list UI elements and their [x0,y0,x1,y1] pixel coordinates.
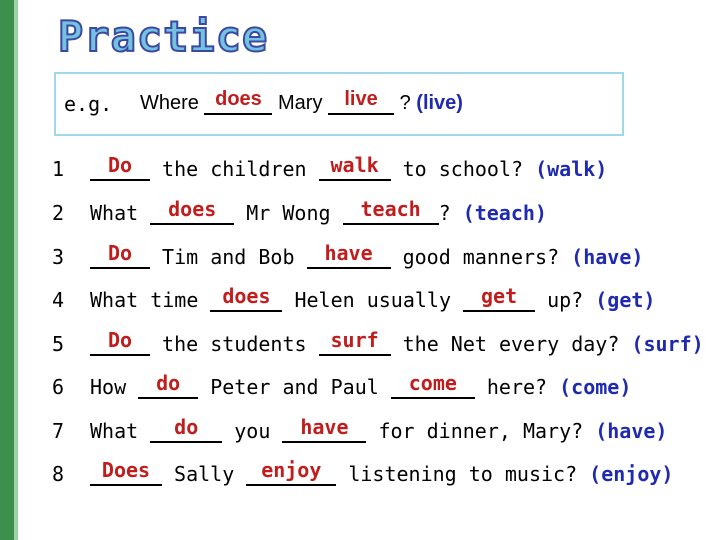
answer-blank [210,284,282,312]
exercise-row [52,241,644,269]
answer-blank [90,153,150,181]
item-hint: (come) [559,375,632,399]
item-number: 2 [52,201,65,225]
exercise-row [52,153,608,181]
example-answer-1: does [215,88,262,110]
answer-text: have [300,415,349,439]
answer-text: come [408,371,457,395]
answer-text: does [168,197,217,221]
item-text: good manners? [390,245,572,269]
answer-blank [343,197,439,225]
item-text: the students [150,332,319,356]
answer-text: does [222,284,271,308]
answer-text: enjoy [261,458,322,482]
example-hint: (live) [416,92,463,114]
exercise-row [52,415,668,443]
example-blank-1 [204,88,272,115]
answer-text: walk [330,153,379,177]
exercise-row [52,328,704,356]
answer-blank [391,371,475,399]
item-text: the Net every day? [390,332,632,356]
example-label: e.g. [64,92,113,116]
item-text: up? [535,288,596,312]
answer-text: get [480,284,518,308]
exercise-row [52,284,656,312]
item-number: 4 [52,288,65,312]
item-hint: (enjoy) [589,462,674,486]
item-text: Tim and Bob [150,245,307,269]
item-text: you [222,419,283,443]
item-text: to school? [390,157,536,181]
answer-text: do [174,415,199,439]
answer-blank [138,371,198,399]
answer-text: teach [360,197,421,221]
answer-blank [319,153,391,181]
answer-text: Does [101,458,151,482]
example-sentence [140,88,463,115]
item-hint: (walk) [535,157,608,181]
item-number: 5 [52,332,65,356]
answer-blank [319,328,391,356]
exercise-row [52,458,674,486]
answer-blank [90,328,150,356]
item-text: here? [474,375,560,399]
item-text: Peter and Paul [198,375,391,399]
item-text: for dinner, Mary? [366,419,596,443]
item-text: Helen usually [282,288,464,312]
answer-blank [90,241,150,269]
answer-text: Do [107,328,133,352]
answer-text: do [156,371,181,395]
example-text: Where [140,92,205,114]
answer-blank [307,241,391,269]
answer-text: Do [107,241,133,265]
answer-text: Do [107,153,133,177]
example-text: Mary [272,92,329,114]
item-hint: (teach) [462,201,547,225]
example-text: ? [394,92,417,114]
example-answer-2: live [344,88,378,110]
item-number: 1 [52,157,65,181]
item-text: What [90,201,151,225]
item-number: 8 [52,462,65,486]
item-text: What time [90,288,211,312]
page-title: Practice [58,12,269,61]
answer-blank [246,458,336,486]
answer-blank [150,197,234,225]
item-text: listening to music? [336,462,590,486]
item-text: the children [150,157,319,181]
example-blank-2 [328,88,394,115]
answer-blank [463,284,535,312]
item-hint: (surf) [631,332,704,356]
item-number: 6 [52,375,65,399]
sidebar-bar [0,0,14,540]
example-box [54,72,624,136]
item-text: ? [438,201,463,225]
item-text: How [90,375,139,399]
answer-blank [282,415,366,443]
item-hint: (get) [595,288,656,312]
item-text: Mr Wong [234,201,343,225]
answer-text: surf [330,328,379,352]
exercise-row [52,197,547,225]
answer-blank [150,415,222,443]
item-hint: (have) [595,419,668,443]
item-number: 7 [52,419,65,443]
item-hint: (have) [571,245,644,269]
answer-blank [90,458,162,486]
item-text: Sally [162,462,247,486]
item-number: 3 [52,245,65,269]
sidebar-stripe [14,0,18,540]
answer-text: have [324,241,373,265]
item-text: What [90,419,151,443]
exercise-row [52,371,632,399]
